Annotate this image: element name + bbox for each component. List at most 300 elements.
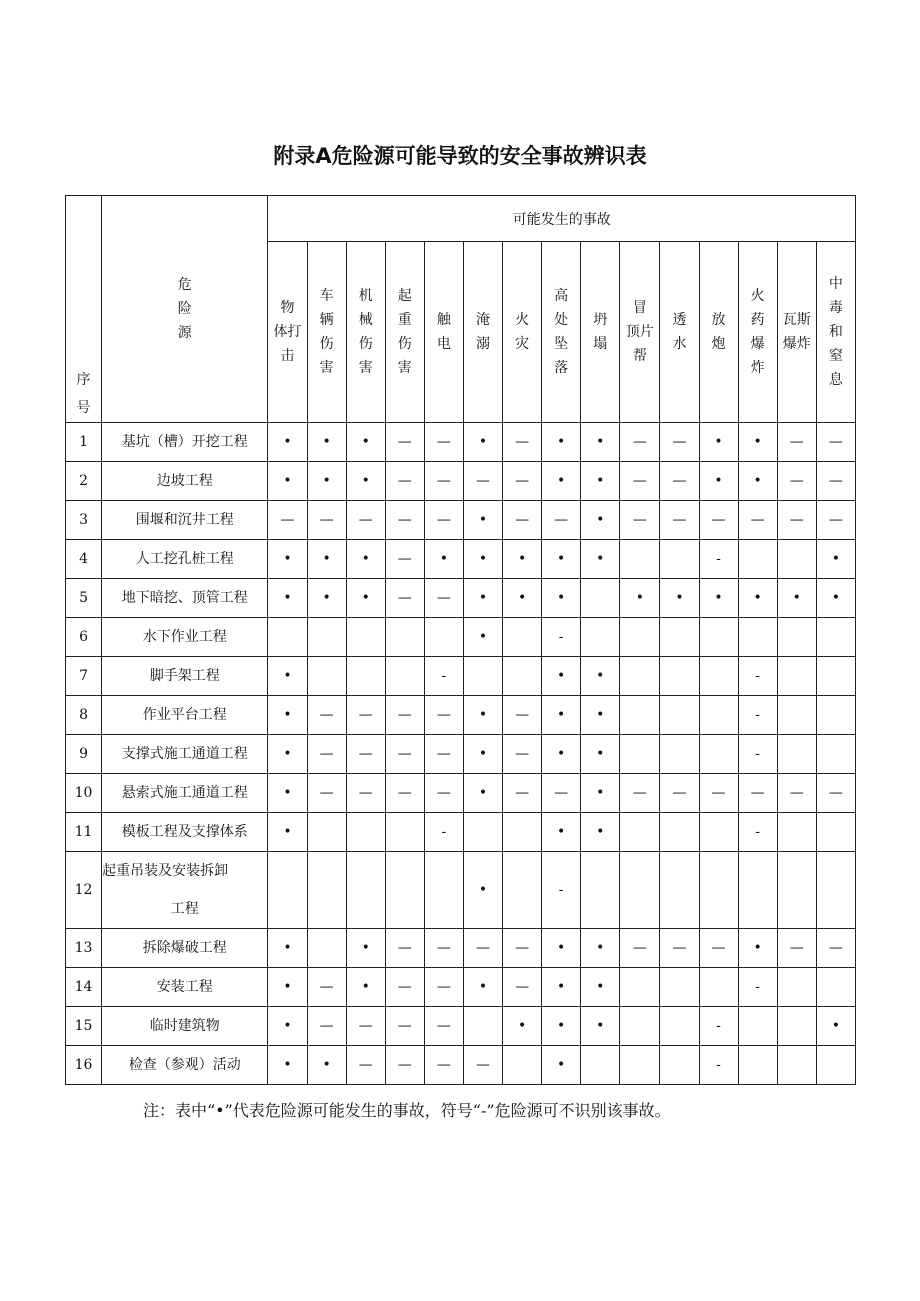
accident-mark: — [385,696,424,735]
accident-header: 火 灾 [503,242,542,423]
accident-mark: — [385,735,424,774]
accident-mark: — [424,423,463,462]
accident-mark: - [424,657,463,696]
accident-mark [620,618,660,657]
accident-header: 透 水 [660,242,699,423]
hazard-name: 起重吊装及安装拆卸 工程 [102,852,268,929]
accident-mark [777,813,816,852]
accident-mark: — [816,929,855,968]
accident-mark: • [542,540,581,579]
hazard-name: 围堰和沉井工程 [102,501,268,540]
accident-mark: — [385,540,424,579]
accident-mark [463,813,502,852]
accident-mark: • [268,657,307,696]
accident-mark: • [268,774,307,813]
accident-mark: — [777,774,816,813]
accident-mark [307,852,346,929]
accident-mark [620,735,660,774]
accident-mark: • [738,929,777,968]
accident-mark: — [424,968,463,1007]
accident-mark: • [463,540,502,579]
accident-mark: • [346,462,385,501]
accident-mark: - [699,1007,738,1046]
hazard-name: 悬索式施工通道工程 [102,774,268,813]
accident-header: 坍 塌 [581,242,620,423]
row-number: 8 [66,696,102,735]
accident-mark: - [699,540,738,579]
hazard-name: 模板工程及支撑体系 [102,813,268,852]
accident-mark: — [385,774,424,813]
accident-header: 火 药 爆 炸 [738,242,777,423]
accident-mark [307,929,346,968]
accident-mark: • [581,423,620,462]
accident-header: 触 电 [424,242,463,423]
accident-mark [660,1007,699,1046]
accident-mark: • [581,774,620,813]
accident-mark [385,618,424,657]
accident-mark: • [581,462,620,501]
accident-mark [503,618,542,657]
row-number: 15 [66,1007,102,1046]
accident-mark: — [620,774,660,813]
accident-mark: — [424,774,463,813]
accident-mark: — [660,462,699,501]
accident-mark: — [503,929,542,968]
accident-mark: — [620,462,660,501]
accident-mark [699,618,738,657]
accident-mark: — [503,735,542,774]
accident-mark: — [424,1046,463,1085]
accident-mark: • [581,968,620,1007]
accident-mark: — [385,423,424,462]
accident-mark: • [268,423,307,462]
accident-mark [816,735,855,774]
accident-mark [660,735,699,774]
accident-mark [307,657,346,696]
accident-mark: — [424,1007,463,1046]
table-row [66,774,856,813]
accident-mark [660,540,699,579]
accident-mark [738,618,777,657]
accident-mark: — [424,735,463,774]
accident-mark: — [463,929,502,968]
accident-mark: — [463,1046,502,1085]
accident-mark: • [346,968,385,1007]
row-number: 1 [66,423,102,462]
accident-mark [738,1007,777,1046]
accident-mark [307,813,346,852]
accident-header: 物 体打 击 [268,242,307,423]
accident-mark: — [307,1007,346,1046]
accident-mark [268,852,307,929]
accident-mark: — [699,501,738,540]
accident-mark: — [777,929,816,968]
accident-mark [699,696,738,735]
accident-mark: • [738,462,777,501]
accident-mark: - [738,968,777,1007]
accident-mark [816,618,855,657]
hazard-name: 人工挖孔桩工程 [102,540,268,579]
accident-mark: • [542,1007,581,1046]
accident-header: 淹 溺 [463,242,502,423]
accident-mark: • [816,540,855,579]
accident-mark [660,696,699,735]
accident-mark: — [385,1046,424,1085]
table-row [66,462,856,501]
accident-header: 起 重 伤 害 [385,242,424,423]
row-number: 16 [66,1046,102,1085]
accident-mark [620,540,660,579]
accident-mark: • [307,1046,346,1085]
accident-mark [777,735,816,774]
accident-mark: — [503,423,542,462]
accident-mark: — [816,774,855,813]
table-row [66,540,856,579]
accident-mark [620,852,660,929]
hazard-name: 边坡工程 [102,462,268,501]
table-row [66,813,856,852]
table-row [66,735,856,774]
accident-mark: - [738,813,777,852]
accident-mark: — [346,735,385,774]
accident-mark: • [542,423,581,462]
accident-mark: — [503,774,542,813]
accident-mark: • [346,423,385,462]
hazard-accident-table [65,195,856,1085]
accident-mark [816,696,855,735]
accident-mark: • [816,579,855,618]
accident-mark [463,657,502,696]
accident-header: 机 械 伤 害 [346,242,385,423]
accident-mark: • [346,929,385,968]
accident-mark: — [346,1007,385,1046]
accident-mark: — [816,501,855,540]
accident-mark: — [385,501,424,540]
accident-mark: - [699,1046,738,1085]
row-number: 10 [66,774,102,813]
accident-mark: • [581,813,620,852]
accident-mark: • [738,579,777,618]
accident-mark: • [542,579,581,618]
accident-mark: • [268,968,307,1007]
accident-mark [503,657,542,696]
accident-mark: — [699,929,738,968]
accident-mark [777,540,816,579]
page-title: 附录A危险源可能导致的安全事故辨识表 [273,144,647,168]
accident-mark: • [816,1007,855,1046]
accident-mark [699,813,738,852]
accident-header: 中 毒 和 窒 息 [816,242,855,423]
accident-mark: — [424,579,463,618]
accident-mark: — [738,501,777,540]
accident-mark [620,657,660,696]
accident-header: 车 辆 伤 害 [307,242,346,423]
accident-mark: • [424,540,463,579]
accident-mark [620,813,660,852]
accident-mark [346,813,385,852]
table-row [66,852,856,929]
accident-mark: • [542,696,581,735]
accident-mark [738,852,777,929]
accident-mark: • [463,423,502,462]
accident-header: 瓦斯 爆炸 [777,242,816,423]
accident-mark [660,813,699,852]
accident-mark: • [503,1007,542,1046]
accident-mark [268,618,307,657]
table-row [66,1007,856,1046]
row-number: 9 [66,735,102,774]
accident-mark: — [424,696,463,735]
accident-mark: • [581,540,620,579]
row-number: 2 [66,462,102,501]
table-row [66,501,856,540]
accident-mark [660,968,699,1007]
accident-mark [307,618,346,657]
row-number: 12 [66,852,102,929]
accident-mark [385,813,424,852]
hazard-name: 脚手架工程 [102,657,268,696]
accident-mark: • [542,968,581,1007]
accident-mark: • [346,540,385,579]
accident-mark: • [463,579,502,618]
accident-mark: — [307,501,346,540]
accident-mark: • [542,813,581,852]
accident-mark: • [503,579,542,618]
accident-mark [660,657,699,696]
accident-mark [699,968,738,1007]
accident-mark: — [738,774,777,813]
accident-mark: • [463,852,502,929]
accident-mark: - [424,813,463,852]
accident-mark [816,813,855,852]
table-row [66,1046,856,1085]
accident-mark [463,1007,502,1046]
row-number: 11 [66,813,102,852]
accident-header: 放 炮 [699,242,738,423]
accident-mark [699,852,738,929]
accident-mark: • [268,735,307,774]
accident-mark: - [738,657,777,696]
accident-mark [777,696,816,735]
accident-mark: • [581,696,620,735]
accident-mark: • [463,774,502,813]
accident-mark: — [307,735,346,774]
hazard-name: 基坑（槽）开挖工程 [102,423,268,462]
accident-mark: • [346,579,385,618]
accident-mark: • [581,501,620,540]
accident-mark: • [463,735,502,774]
accident-mark [699,657,738,696]
accident-mark: • [268,696,307,735]
accident-mark: - [542,852,581,929]
accident-mark [503,813,542,852]
table-note: 注：表中“•”代表危险源可能发生的事故，符号“-”危险源可不识别该事故。 [143,1101,671,1120]
table-row [66,968,856,1007]
accident-mark: • [581,735,620,774]
accident-mark: — [777,462,816,501]
accident-mark: — [385,1007,424,1046]
accident-mark: • [307,579,346,618]
accident-mark: — [307,774,346,813]
accident-mark: — [699,774,738,813]
accident-mark: — [542,501,581,540]
accident-mark [503,1046,542,1085]
accident-mark [620,1046,660,1085]
accident-mark [777,618,816,657]
accident-mark: — [620,423,660,462]
accident-mark: • [542,1046,581,1085]
accident-mark [385,852,424,929]
accident-mark: — [503,696,542,735]
accident-mark: • [699,579,738,618]
accident-mark: • [503,540,542,579]
accident-mark [777,852,816,929]
seq-header: 序 号 [66,196,102,423]
accident-mark [660,1046,699,1085]
accident-mark [816,852,855,929]
accident-mark: — [542,774,581,813]
accident-mark [660,618,699,657]
accident-mark: — [424,462,463,501]
row-number: 4 [66,540,102,579]
accident-mark: — [660,774,699,813]
accident-mark: • [542,462,581,501]
accident-mark [777,1046,816,1085]
accident-mark: - [542,618,581,657]
accident-mark [777,657,816,696]
accident-mark: • [268,540,307,579]
hazard-name: 作业平台工程 [102,696,268,735]
accident-mark [581,1046,620,1085]
row-number: 14 [66,968,102,1007]
accident-mark: • [660,579,699,618]
accident-mark: — [307,968,346,1007]
accident-mark: • [463,618,502,657]
accident-mark: • [463,968,502,1007]
hazard-header: 危 险 源 [102,196,268,423]
accident-mark [620,1007,660,1046]
accident-mark: — [777,501,816,540]
accident-mark: — [385,968,424,1007]
accident-mark: • [268,579,307,618]
row-number: 13 [66,929,102,968]
accident-mark: - [738,735,777,774]
accident-mark: • [581,1007,620,1046]
accident-header: 高 处 坠 落 [542,242,581,423]
accident-mark: • [777,579,816,618]
accident-mark [581,618,620,657]
accident-mark: • [542,657,581,696]
accident-mark: • [581,657,620,696]
accident-mark: • [542,929,581,968]
accident-mark: — [346,1046,385,1085]
accident-mark: — [424,501,463,540]
accident-mark [581,579,620,618]
accident-mark [777,968,816,1007]
table-row [66,618,856,657]
accident-mark: — [503,501,542,540]
accident-mark [346,657,385,696]
accident-mark: — [620,929,660,968]
hazard-name: 地下暗挖、顶管工程 [102,579,268,618]
accident-mark [816,968,855,1007]
hazard-name: 水下作业工程 [102,618,268,657]
accident-mark [503,852,542,929]
table-row [66,579,856,618]
accident-mark: - [738,696,777,735]
accident-mark: • [699,423,738,462]
accident-mark: • [268,1007,307,1046]
hazard-name: 拆除爆破工程 [102,929,268,968]
accident-mark [816,657,855,696]
accident-mark: — [385,462,424,501]
accident-mark [777,1007,816,1046]
accident-mark [699,735,738,774]
accident-mark: • [268,813,307,852]
table-row [66,657,856,696]
accident-mark [660,852,699,929]
accident-mark [581,852,620,929]
accident-mark: — [385,579,424,618]
accident-mark [816,1046,855,1085]
accident-mark: • [699,462,738,501]
accident-mark: • [463,501,502,540]
accident-mark: • [463,696,502,735]
accident-mark: • [268,1046,307,1085]
accident-mark: — [777,423,816,462]
accident-mark [424,852,463,929]
accident-mark [620,968,660,1007]
hazard-name: 安装工程 [102,968,268,1007]
accident-mark: — [816,462,855,501]
accident-mark: — [307,696,346,735]
accident-mark: — [660,929,699,968]
accident-mark: • [738,423,777,462]
accident-mark: — [660,501,699,540]
table-row [66,929,856,968]
accident-mark: • [307,423,346,462]
accident-mark: — [816,423,855,462]
accident-mark: — [660,423,699,462]
accident-mark [346,618,385,657]
accident-mark: — [346,774,385,813]
accident-mark: — [503,968,542,1007]
accident-mark [424,618,463,657]
accident-mark [738,1046,777,1085]
table-row [66,696,856,735]
accident-mark: — [346,696,385,735]
row-number: 6 [66,618,102,657]
accident-mark: — [346,501,385,540]
accident-mark: — [463,462,502,501]
accident-mark [738,540,777,579]
hazard-name: 支撑式施工通道工程 [102,735,268,774]
accident-group-header: 可能发生的事故 [268,196,856,242]
accident-mark: — [385,929,424,968]
accident-mark [620,696,660,735]
accident-mark [385,657,424,696]
accident-mark: • [307,462,346,501]
accident-mark: • [268,929,307,968]
row-number: 3 [66,501,102,540]
accident-mark: • [620,579,660,618]
hazard-name: 检查（参观）活动 [102,1046,268,1085]
row-number: 5 [66,579,102,618]
accident-mark: • [581,929,620,968]
accident-header: 冒 顶片 帮 [620,242,660,423]
accident-mark: • [542,735,581,774]
table-row [66,423,856,462]
